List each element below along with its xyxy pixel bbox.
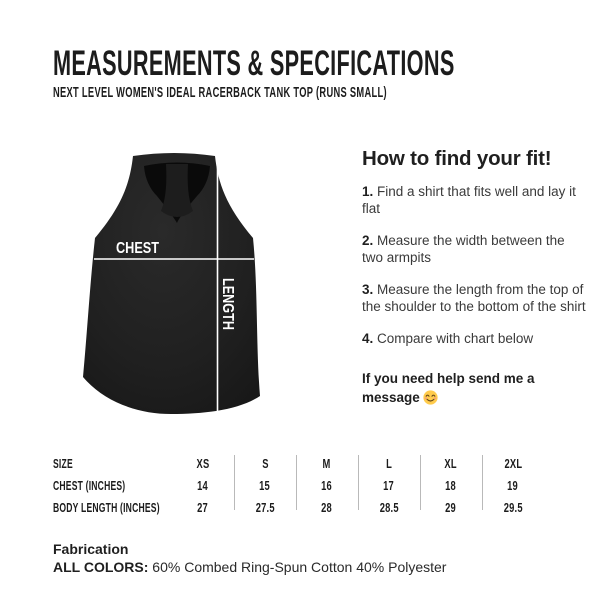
fabrication-value: 60% Combed Ring-Spun Cotton 40% Polyester: [152, 559, 447, 575]
fabrication-label: ALL COLORS:: [53, 559, 149, 575]
fit-step-4: [362, 331, 586, 348]
page-title: MEASUREMENTS & SPECIFICATIONS: [53, 44, 455, 83]
table-cell: 27: [197, 499, 209, 515]
step-text: Find a shirt that fits well and lay it flat: [362, 184, 576, 216]
table-cell: 2XL: [504, 455, 522, 471]
table-cell: XS: [196, 455, 210, 471]
table-row-body-length: [53, 496, 544, 518]
size-chart-table: [53, 452, 544, 518]
table-cell: 18: [445, 477, 457, 493]
table-cell: 28.5: [379, 499, 399, 515]
table-cell: 17: [383, 477, 395, 493]
fit-step-3: [362, 282, 586, 315]
fit-guide-section: [362, 147, 586, 410]
table-cell: 29: [445, 499, 457, 515]
column-divider: [420, 455, 421, 510]
row-header: BODY LENGTH (INCHES): [53, 499, 160, 515]
column-divider: [358, 455, 359, 510]
length-label: LENGTH: [219, 278, 236, 342]
step-number: 4.: [362, 331, 374, 346]
table-cell: S: [261, 455, 269, 471]
table-cell: 29.5: [503, 499, 523, 515]
column-divider: [482, 455, 483, 510]
table-cell: M: [322, 455, 332, 471]
page-subtitle: NEXT LEVEL WOMEN'S IDEAL RACERBACK TANK TOP (RUNS SMALL): [53, 84, 387, 101]
table-cell: 15: [259, 477, 271, 493]
table-cell: 19: [507, 477, 519, 493]
table-cell: 28: [321, 499, 333, 515]
step-text: Compare with chart below: [377, 331, 534, 346]
column-divider: [234, 455, 235, 510]
table-cell: 14: [197, 477, 209, 493]
step-text: Measure the width between the two armpits: [362, 233, 565, 265]
table-cell: 27.5: [255, 499, 275, 515]
smiley-emoji-icon: [423, 390, 438, 410]
row-header: CHEST (INCHES): [53, 477, 126, 493]
step-number: 1.: [362, 184, 374, 199]
step-text: Measure the length from the top of the shoulder to the bottom of the shirt: [362, 282, 586, 314]
table-cell: XL: [444, 455, 458, 471]
fit-step-1: [362, 184, 586, 217]
table-row-chest: [53, 474, 544, 496]
fabrication-section: [53, 540, 446, 576]
fit-guide-heading: How to find your fit!: [362, 147, 552, 170]
step-number: 3.: [362, 282, 374, 297]
table-row-size: [53, 452, 544, 474]
table-cell: 16: [321, 477, 333, 493]
help-message: If you need help send me a message: [362, 369, 586, 410]
fabrication-heading: Fabrication: [53, 541, 129, 557]
fit-step-2: [362, 233, 586, 266]
step-number: 2.: [362, 233, 374, 248]
fabrication-line: [53, 558, 446, 576]
row-header: SIZE: [53, 455, 73, 471]
column-divider: [296, 455, 297, 510]
chest-label: CHEST: [116, 240, 160, 257]
tank-top-diagram: [58, 143, 268, 423]
table-cell: L: [386, 455, 392, 471]
